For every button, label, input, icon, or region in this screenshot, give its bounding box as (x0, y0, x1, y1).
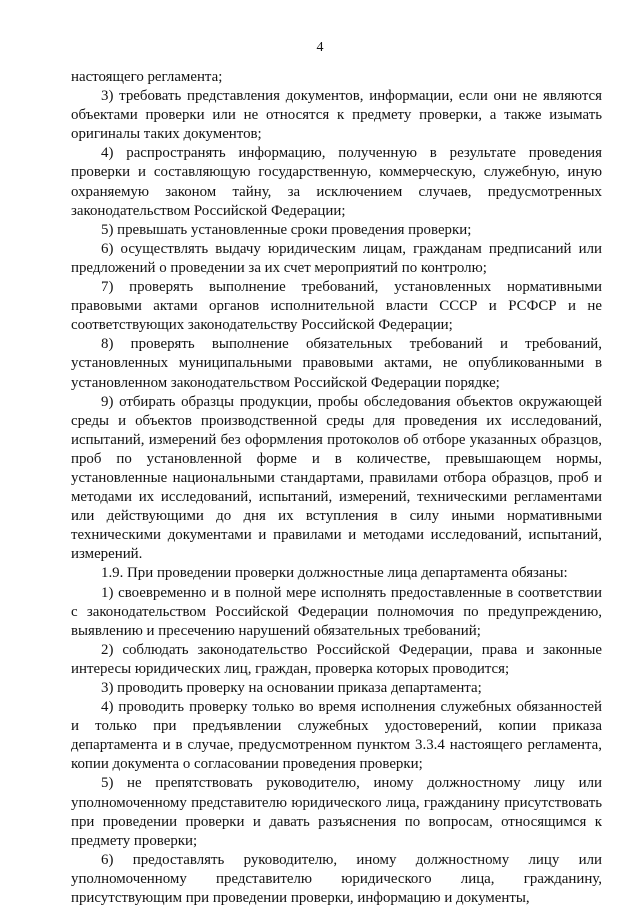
paragraph: 5) не препятствовать руководителю, иному должностному лицу или уполномоченному представителю юридического лица, гражданину присутствовать при проведении проверки и давать разъяснения по вопросам, относящимся к предмету проверки; (71, 775, 602, 849)
paragraph: 3) проводить проверку на основании приказа департамента; (101, 680, 482, 696)
paragraph: 3) требовать представления документов, информации, если они не являются объектами проверки или не относятся к предмету проверки, а также изымать оригиналы таких документов; (71, 88, 602, 143)
paragraph: настоящего регламента; (71, 69, 223, 85)
paragraph: 4) распространять информацию, полученную в результате проведения проверки и составляющую государственную, коммерческую, служебную, иную охраняемую законом тайну, за исключением случаев, предусмотренных законодательством Российской Федерации; (71, 145, 602, 219)
paragraph: 8) проверять выполнение обязательных требований и требований, установленных муниципальными правовыми актами, не опубликованными в установленном законодательством Российской Федерации порядке; (71, 336, 602, 391)
paragraph: 2) соблюдать законодательство Российской Федерации, права и законные интересы юридических лиц, граждан, проверка которых проводится; (71, 641, 602, 677)
paragraph: 6) предоставлять руководителю, иному должностному лицу или уполномоченному представителю юридического лица, гражданину, присутствующим при проведении проверки, информацию и документы, (71, 851, 602, 907)
paragraph: 7) проверять выполнение требований, установленных нормативными правовыми актами органов исполнительной власти СССР и РСФСР и не соответствующих законодательству Российской Федерации; (71, 279, 602, 334)
paragraph: 9) отбирать образцы продукции, пробы обследования объектов окружающей среды и объектов производственной среды для проведения их исследований, испытаний, измерений без оформления протоколов об отборе указанных образцов, проб по установленной форме и в количестве, превышающем нормы, установленные национальными стандартами, правилами отбора образцов, проб и методами их исследований, испытаний, измерений, техническими регламентами или действующими до дня их вступления в силу иными нормативными техническими документами и правилами и методами исследований, испытаний, измерений. (71, 393, 602, 563)
paragraph: 1.9. При проведении проверки должностные лица департамента обязаны: (101, 565, 568, 582)
paragraph: 1) своевременно и в полной мере исполнять предоставленные в соответствии с законодательством Российской Федерации полномочия по предупреждению, выявлению и пресечению нарушений обязательных требований; (71, 584, 602, 639)
page-number: 4 (316, 40, 324, 55)
paragraph: 4) проводить проверку только во время исполнения служебных обязанностей и только при предъявлении служебных удостоверений, копии приказа департамента и в случае, предусмотренном пунктом 3.3.4 настоящего регламента, копии документа о согласовании проведения проверки; (71, 699, 602, 773)
paragraph: 5) превышать установленные сроки проведения проверки; (101, 221, 472, 238)
paragraph: 6) осуществлять выдачу юридическим лицам, гражданам предписаний или предложений о проведении за их счет мероприятий по контролю; (71, 240, 602, 276)
body-text (71, 68, 602, 908)
